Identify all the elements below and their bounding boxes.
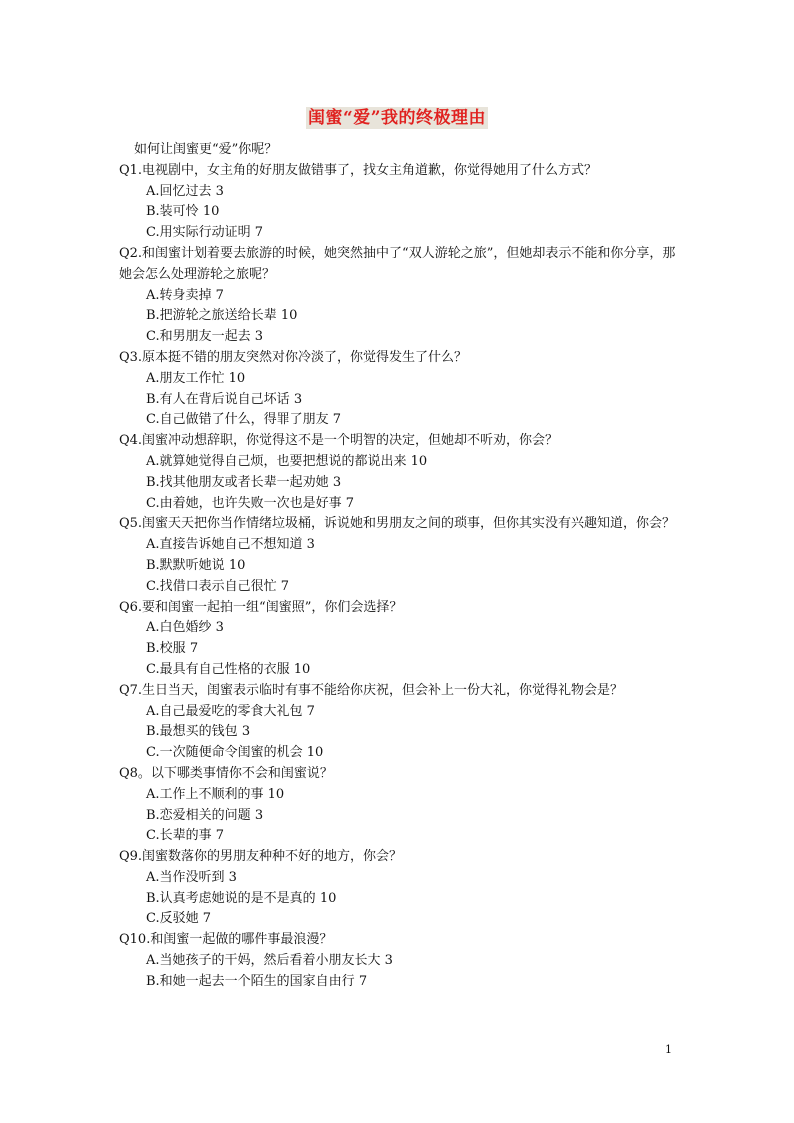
question-2: Q2.和闺蜜计划着要去旅游的时候，她突然抽中了“双人游轮之旅”，但她却表示不能和你分享，那她会怎么处理游轮之旅呢？ <box>119 245 676 282</box>
question-7-option-c: C.一次随便命令闺蜜的机会 10 <box>146 745 324 761</box>
page-number: 1 <box>665 1043 672 1056</box>
question-3-option-a: A.朋友工作忙 10 <box>146 370 246 386</box>
quiz-body <box>119 140 679 993</box>
question-1: Q1.电视剧中，女主角的好朋友做错事了，找女主角道歉，你觉得她用了什么方式？ <box>119 162 598 178</box>
question-5: Q5.闺蜜天天把你当作情绪垃圾桶，诉说她和男朋友之间的琐事，但你其实没有兴趣知道，你会？ <box>119 516 676 532</box>
question-4-option-a: A.就算她觉得自己烦，也要把想说的都说出来 10 <box>146 453 428 469</box>
question-4-option-c: C.由着她，也许失败一次也是好事 7 <box>146 495 355 511</box>
question-6-option-b: B.校服 7 <box>146 641 199 657</box>
question-3-option-c: C.自己做错了什么，得罪了朋友 7 <box>146 412 342 428</box>
question-1-option-a: A.回忆过去 3 <box>146 183 224 199</box>
question-3: Q3.原本挺不错的朋友突然对你冷淡了，你觉得发生了什么？ <box>119 349 468 365</box>
question-10-option-b: B.和她一起去一个陌生的国家自由行 7 <box>146 973 368 989</box>
question-5-option-c: C.找借口表示自己很忙 7 <box>146 578 290 594</box>
question-9-option-a: A.当作没听到 3 <box>146 869 237 885</box>
question-6: Q6.要和闺蜜一起拍一组“闺蜜照”，你们会选择？ <box>119 599 403 615</box>
question-8: Q8。以下哪类事情你不会和闺蜜说？ <box>119 765 333 781</box>
question-8-option-a: A.工作上不顺利的事 10 <box>146 786 285 802</box>
question-10-option-a: A.当她孩子的干妈，然后看着小朋友长大 3 <box>146 953 393 969</box>
question-7-option-a: A.自己最爱吃的零食大礼包 7 <box>146 703 315 719</box>
question-2-option-b: B.把游轮之旅送给长辈 10 <box>146 308 298 324</box>
question-9-option-c: C.反驳她 7 <box>146 911 212 927</box>
question-6-option-a: A.白色婚纱 3 <box>146 620 224 636</box>
intro-text: 如何让闺蜜更“爱”你呢？ <box>134 142 278 157</box>
question-2-option-c: C.和男朋友一起去 3 <box>146 329 264 345</box>
question-2-option-a: A.转身卖掉 7 <box>146 287 224 303</box>
question-8-option-c: C.长辈的事 7 <box>146 828 225 844</box>
question-9-option-b: B.认真考虑她说的是不是真的 10 <box>146 890 337 906</box>
question-9: Q9.闺蜜数落你的男朋友种种不好的地方，你会？ <box>119 849 403 865</box>
question-list <box>119 161 679 993</box>
question-5-option-b: B.默默听她说 10 <box>146 557 246 573</box>
question-4: Q4.闺蜜冲动想辞职，你觉得这不是一个明智的决定，但她却不听劝，你会？ <box>119 433 559 449</box>
question-5-option-a: A.直接告诉她自己不想知道 3 <box>146 537 315 553</box>
question-1-option-b: B.装可怜 10 <box>146 204 220 220</box>
question-7-option-b: B.最想买的钱包 3 <box>146 724 251 740</box>
question-8-option-b: B.恋爱相关的问题 3 <box>146 807 264 823</box>
question-4-option-b: B.找其他朋友或者长辈一起劝她 3 <box>146 474 342 490</box>
question-6-option-c: C.最具有自己性格的衣服 10 <box>146 661 311 677</box>
document-title: 闺蜜“爱”我的终极理由 <box>307 108 487 128</box>
question-1-option-c: C.用实际行动证明 7 <box>146 225 264 241</box>
question-7: Q7.生日当天，闺蜜表示临时有事不能给你庆祝，但会补上一份大礼，你觉得礼物会是？ <box>119 682 624 698</box>
question-10: Q10.和闺蜜一起做的哪件事最浪漫？ <box>119 932 333 948</box>
title-container <box>0 107 794 129</box>
question-3-option-b: B.有人在背后说自己坏话 3 <box>146 391 303 407</box>
